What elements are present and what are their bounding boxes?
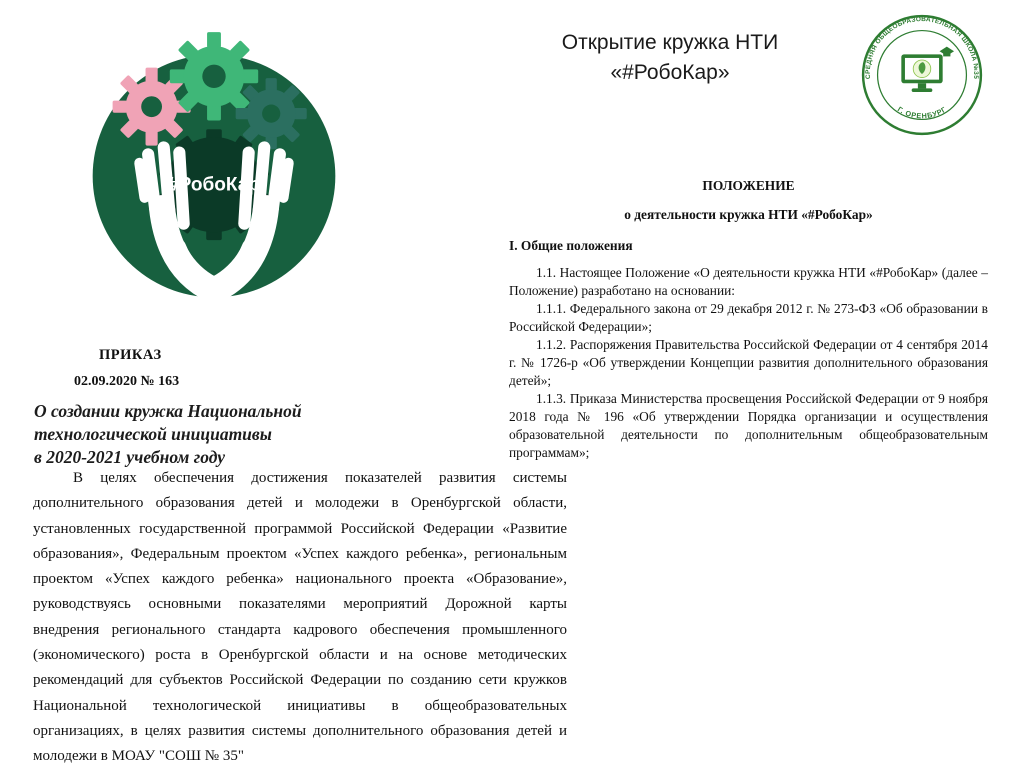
order-subject-line1: О создании кружка Национальной [34,401,302,421]
order-heading: ПРИКАЗ [99,347,162,363]
emblem-ring-text-top: СРЕДНЯЯ ОБЩЕОБРАЗОВАТЕЛЬНАЯ ШКОЛА №35 [864,16,980,80]
regulation-document [509,177,988,462]
order-date-number: 02.09.2020 № 163 [74,374,180,389]
order-body-text: В целях обеспечения достижения показателей развития системы дополнительного образования детей и молодежи в Оренбургской области, установленных государственной программой Российской Федерации «Развитие образования», Федеральным проектом «Успех каждого ребенка», региональным проектом «Успех каждого ребенка» национального проекта «Образование», руководствуясь основными показателями мероприятий Дорожной карты внедрения регионального стандарта кадрового обеспечения промышленного (экономического) роста в Оренбургской области и на основе методических рекомендаций для субъектов Российской Федерации по созданию сети кружков Национальной технологической инициативы в общеобразовательных организациях, в целях развития системы дополнительного образования детей и молодежи в МОАУ "СОШ № 35" [33,470,567,765]
slide-title [500,28,840,88]
emblem-ring-text-bottom: Г. ОРЕНБУРГ [895,104,949,121]
regulation-paragraph: 1.1.3. Приказа Министерства просвещения Российской Федерации от 9 ноября 2018 года № 196 «Об утверждении Порядка организации и осуществления образовательной деятельности по дополнительным общеобразовательным программам»; [509,391,988,460]
order-subject-line3: в 2020-2021 учебном году [34,447,225,467]
regulation-paragraph: 1.1. Настоящее Положение «О деятельности кружка НТИ «#РобоКар» (далее – Положение) разработано на основании: [509,265,988,298]
regulation-section-heading: I. Общие положения [509,238,633,253]
school-emblem [860,13,984,137]
slide-title-line2: «#РобоКар» [610,61,730,84]
order-subject [34,400,374,469]
robokar-logo [84,24,344,302]
regulation-title: ПОЛОЖЕНИЕ [702,178,795,193]
slide-title-line1: Открытие кружка НТИ [561,31,779,54]
regulation-paragraph: 1.1.1. Федерального закона от 29 декабря 2012 г. № 273-ФЗ «Об образовании в Российской Федерации»; [509,301,988,334]
order-subject-line2: технологической инициативы [34,424,272,444]
regulation-paragraphs [509,264,988,462]
robokar-label: #РобоКар [168,174,260,196]
regulation-subtitle: о деятельности кружка НТИ «#РобоКар» [624,207,873,222]
regulation-paragraph: 1.1.2. Распоряжения Правительства Российской Федерации от 4 сентября 2014 г. № 1726-р «Об утверждении Концепции развития дополнительного образования детей»; [509,337,988,388]
